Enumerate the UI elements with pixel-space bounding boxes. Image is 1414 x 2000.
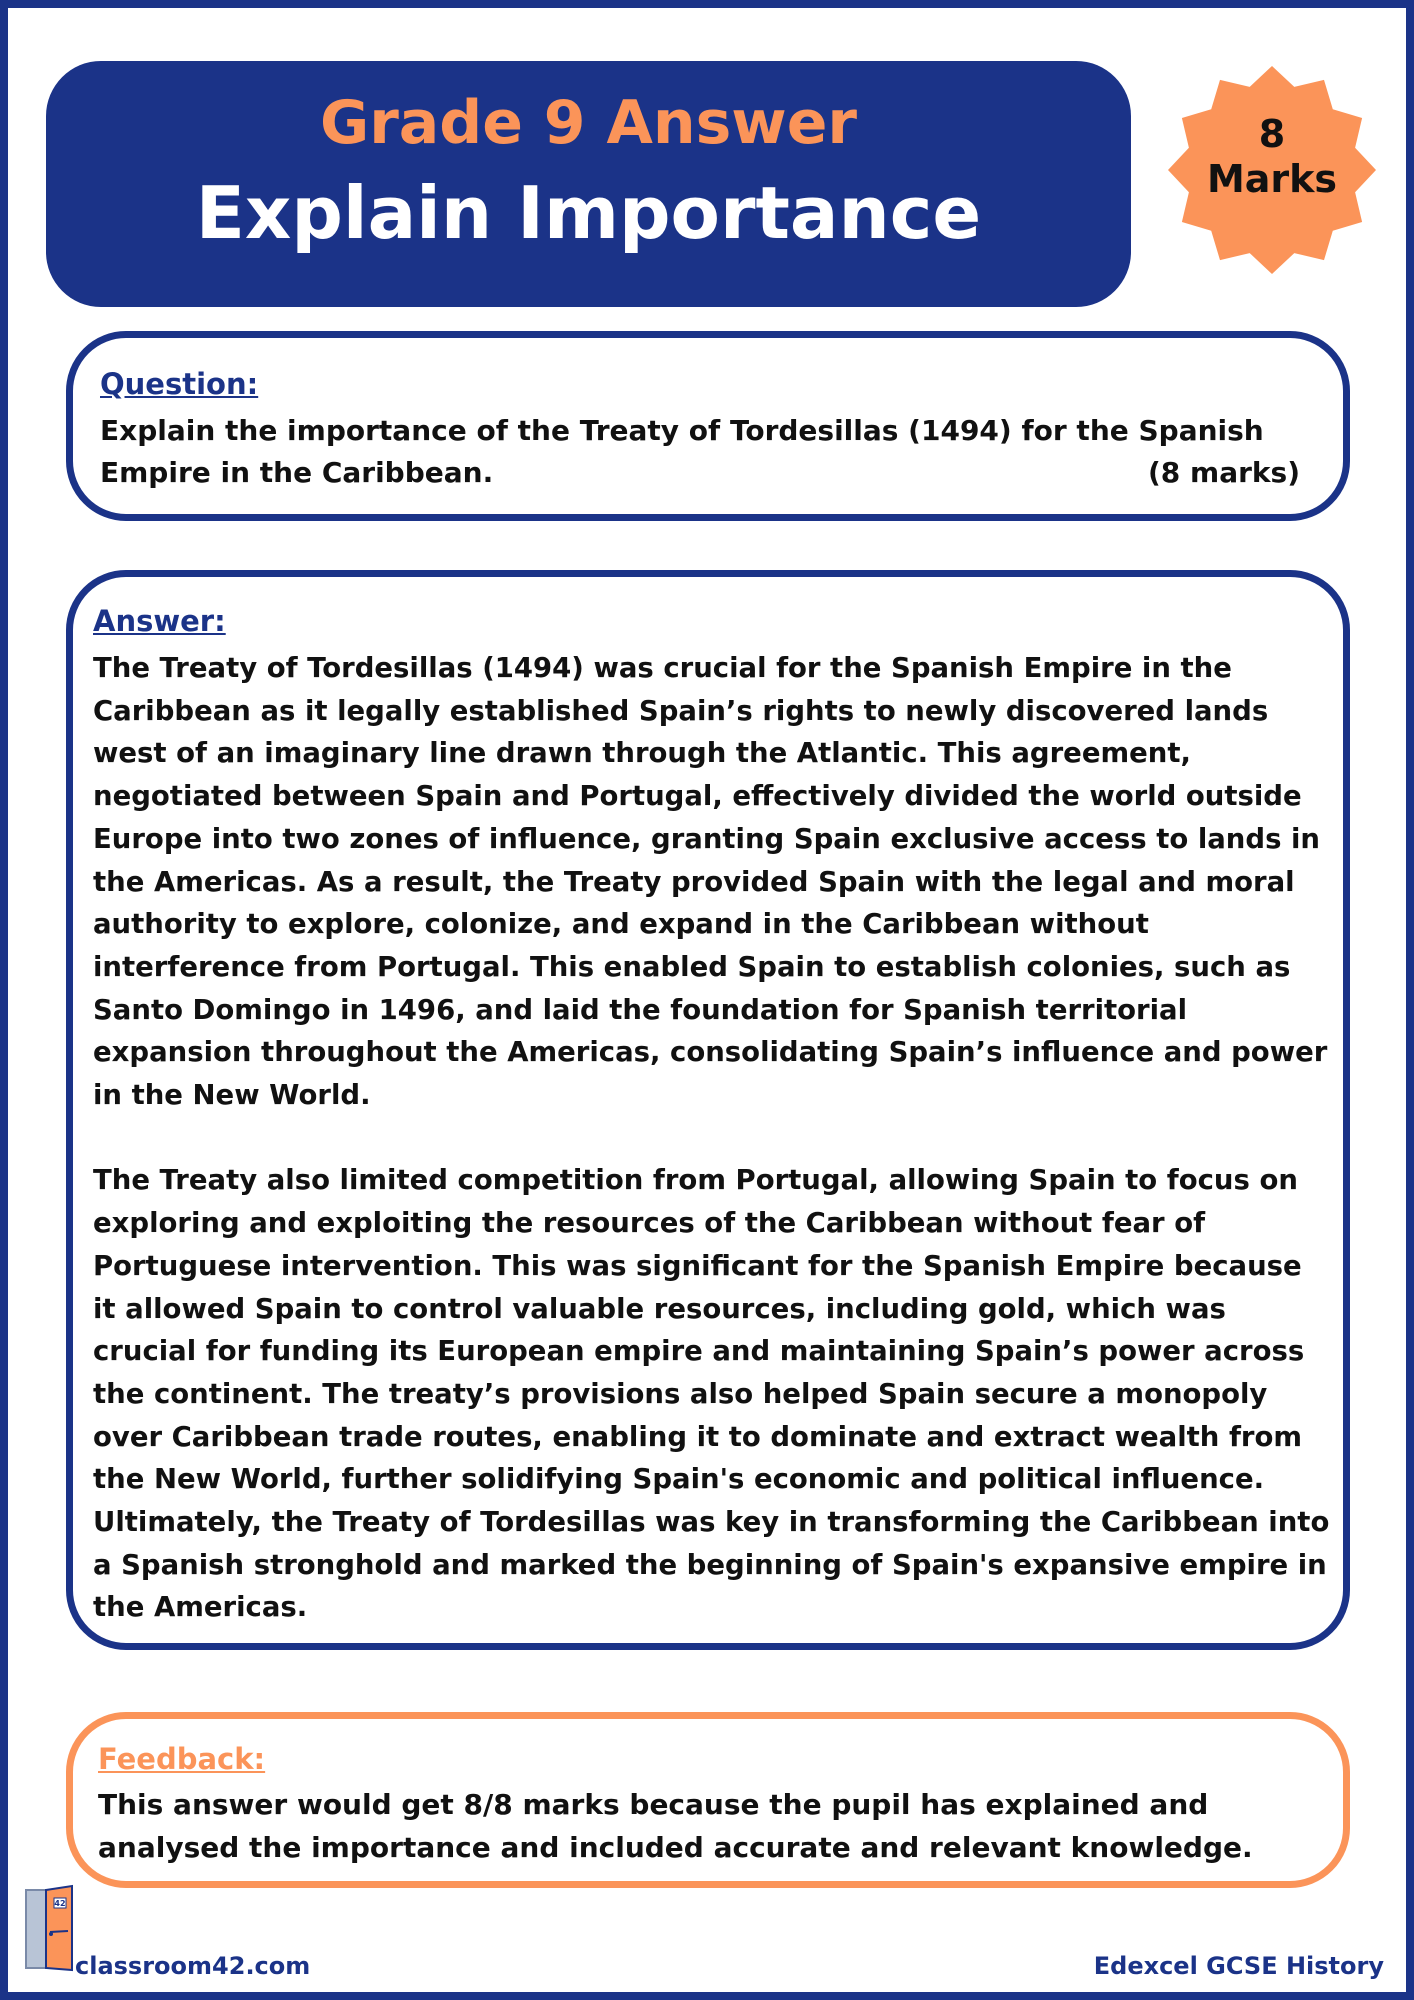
answer-heading: Answer: bbox=[93, 604, 226, 638]
answer-text bbox=[93, 647, 1333, 1629]
answer-box bbox=[66, 570, 1350, 1650]
question-box bbox=[66, 331, 1350, 521]
feedback-box bbox=[66, 1712, 1350, 1888]
page-title: Explain Importance bbox=[195, 171, 982, 255]
marks-badge bbox=[1166, 64, 1378, 276]
question-heading: Question: bbox=[100, 367, 259, 401]
answer-paragraph: The Treaty of Tordesillas (1494) was crucial for the Spanish Empire in the Caribbean as it legally established Spain’s rights to newly discovered lands west of an imaginary line drawn through the Atlantic. This agreement, negotiated between Spain and Portugal, effectively divided the world outside Europe into two zones of influence, granting Spain exclusive access to lands in the Americas. As a result, the Treaty provided Spain with the legal and moral authority to explore, colonize, and expand in the Caribbean without interference from Portugal. This enabled Spain to establish colonies, such as Santo Domingo in 1496, and laid the foundation for Spanish territorial expansion throughout the Americas, consolidating Spain’s influence and power in the New World. bbox=[93, 652, 1328, 1112]
title-banner bbox=[46, 61, 1131, 307]
marks-number: 8 bbox=[1258, 112, 1286, 156]
website-link[interactable]: classroom42.com bbox=[75, 1952, 311, 1980]
logo-number: 42 bbox=[54, 1899, 66, 1908]
course-label: Edexcel GCSE History bbox=[1093, 1952, 1384, 1980]
marks-label: Marks bbox=[1206, 156, 1338, 201]
question-line: Empire in the Caribbean. bbox=[100, 456, 494, 489]
answer-paragraph: The Treaty also limited competition from Portugal, allowing Spain to focus on exploring and exploiting the resources of the Caribbean without fear of Portuguese intervention. This was significant for the Spanish Empire because it allowed Spain to control valuable resources, including gold, which was crucial for funding its European empire and maintaining Spain’s power across the continent. The treaty’s provisions also helped Spain secure a monopoly over Caribbean trade routes, enabling it to dominate and extract wealth from the New World, further solidifying Spain's economic and political influence. Ultimately, the Treaty of Tordesillas was key in transforming the Caribbean into a Spanish stronghold and marked the beginning of Spain's expansive empire in the Americas. bbox=[93, 1164, 1330, 1624]
door-icon bbox=[24, 1884, 76, 1976]
question-line: Explain the importance of the Treaty of Tordesillas (1494) for the Spanish bbox=[100, 414, 1264, 447]
question-marks: (8 marks) bbox=[1148, 456, 1300, 489]
feedback-heading: Feedback: bbox=[98, 1742, 266, 1776]
feedback-text: This answer would get 8/8 marks because the pupil has explained and analysed the importance and included accurate and relevant knowledge. bbox=[98, 1788, 1253, 1864]
question-text bbox=[100, 410, 1300, 494]
grade-heading: Grade 9 Answer bbox=[319, 88, 858, 158]
